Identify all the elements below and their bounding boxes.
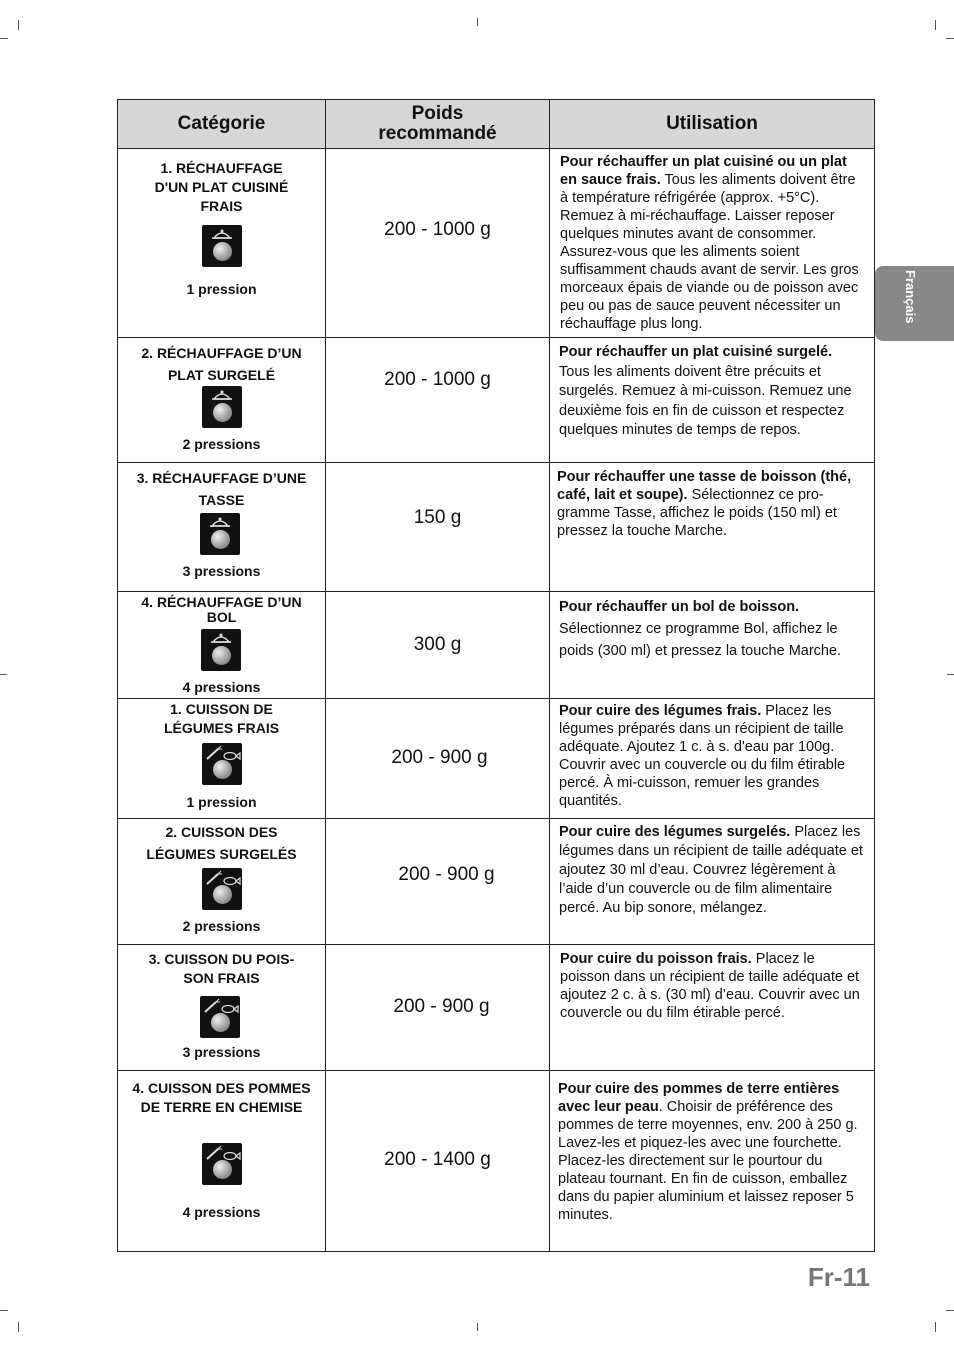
- knob: [213, 1160, 232, 1179]
- vegetable-fish-icon[interactable]: [202, 868, 242, 910]
- vegetable-fish-icon[interactable]: [202, 743, 242, 785]
- program-title: 2. RÉCHAUFFAGE D’UN PLAT SURGELÉ: [141, 345, 302, 383]
- recommended-weight: 200 - 900 g: [393, 996, 490, 1017]
- usage-heading: Pour cuire des légumes frais.: [559, 703, 762, 719]
- weight-cell: [326, 819, 550, 944]
- usage-cell: [550, 819, 874, 944]
- recommended-weight: 200 - 1400 g: [384, 1149, 491, 1170]
- crop-mark: [0, 674, 7, 675]
- press-count: 4 pressions: [182, 1204, 261, 1220]
- press-count: 2 pressions: [182, 918, 261, 934]
- program-title: 3. CUISSON DU POIS-SON FRAIS: [148, 951, 295, 986]
- usage-text: [559, 343, 866, 441]
- knob: [211, 530, 230, 549]
- usage-cell: [550, 945, 874, 1070]
- category-cell: [118, 463, 326, 591]
- recommended-weight: 300 g: [413, 634, 462, 655]
- page-number: Fr-11: [807, 1262, 870, 1292]
- recommended-weight: 200 - 900 g: [391, 747, 488, 768]
- usage-body: . Choisir de préférence des pommes de terre moyennes, env. 200 à 250 g. Lavez-les et piquez-les avec une fourchette. Placez-les directement sur le pourtour du plateau tournant. En fin de cuisson, emballez dans du papier aluminium et laissez reposer 5 minutes.: [558, 1099, 858, 1223]
- usage-heading: Pour cuire des pommes de terre entières avec leur peau: [558, 1081, 840, 1115]
- crop-mark: [947, 674, 954, 675]
- usage-cell: [550, 1071, 874, 1251]
- header-usage: [550, 100, 874, 148]
- usage-body: Sélectionnez ce pro-gramme Tasse, affichez le poids (150 ml) et pressez la touche Marche.: [557, 487, 837, 539]
- recommended-weight: 200 - 900 g: [398, 864, 495, 885]
- category-cell: [118, 699, 326, 818]
- usage-body: Tous les aliments doivent être précuits et surgelés. Remuez à mi-cuisson. Remuez une deuxième fois en fin de cuisson et respectez quelques minutes de temps de repos.: [559, 363, 852, 438]
- usage-cell: [550, 149, 874, 337]
- vegetable-fish-icon[interactable]: [202, 1143, 242, 1185]
- press-count: 4 pressions: [182, 679, 261, 695]
- usage-body: Placez les légumes dans un récipient de taille adéquate et ajoutez 30 ml d’eau. Couvrez légèrement à l’aide d’un couvercle ou de film alimentaire percé. Au bip sonore, mélangez.: [559, 824, 863, 916]
- reheat-dish-icon[interactable]: [202, 225, 242, 267]
- knob: [213, 242, 232, 261]
- table-row: [118, 149, 874, 338]
- vegetable-fish-icon[interactable]: [200, 996, 240, 1038]
- table-header: [118, 100, 874, 149]
- recommended-weight: 150 g: [413, 507, 462, 528]
- usage-cell: [550, 592, 874, 698]
- crop-mark: [18, 1322, 19, 1332]
- weight-cell: [326, 699, 550, 818]
- usage-body: Placez le poisson dans un récipient de taille adéquate et ajoutez 2 c. à s. (30 ml) d’eau. Couvrir avec un couvercle ou du film étirable percé.: [560, 951, 860, 1021]
- category-cell: [118, 592, 326, 698]
- crop-mark: [477, 1323, 478, 1331]
- program-title: 1. RÉCHAUFFAGE D'UN PLAT CUISINÉ FRAIS: [154, 160, 289, 214]
- program-title: 2. CUISSON DES LÉGUMES SURGELÉS: [146, 824, 297, 862]
- category-cell: [118, 1071, 326, 1251]
- usage-body: Sélectionnez ce programme Bol, affichez le poids (300 ml) et pressez la touche Marche.: [559, 621, 842, 659]
- usage-heading: Pour réchauffer un bol de boisson.: [559, 599, 800, 615]
- usage-text: [559, 823, 866, 918]
- program-title: 3. RÉCHAUFFAGE D’UNE TASSE: [136, 470, 307, 508]
- category-cell: [118, 149, 326, 337]
- usage-cell: [550, 338, 874, 462]
- table-row: [118, 1071, 874, 1251]
- weight-cell: [326, 463, 550, 591]
- recommended-weight: 200 - 1000 g: [384, 369, 491, 390]
- weight-cell: [326, 1071, 550, 1251]
- weight-cell: [326, 945, 550, 1070]
- crop-mark: [935, 1322, 936, 1332]
- language-tab-label: Français: [903, 270, 918, 324]
- usage-cell: [550, 699, 874, 818]
- usage-text: [558, 1080, 868, 1224]
- usage-text: [559, 702, 866, 810]
- crop-mark: [0, 38, 8, 39]
- knob: [211, 1013, 230, 1032]
- usage-heading: Pour réchauffer un plat cuisiné ou un plat en sauce frais.: [560, 154, 847, 188]
- press-count: 1 pression: [186, 281, 257, 297]
- press-count: 2 pressions: [182, 436, 261, 452]
- usage-body: Tous les aliments doivent être à température réfrigérée (approx. +5°C). Remuez à mi-réchauffage. Laisser reposer quelques minutes avant de consommer. Assurez-vous que les aliments soient suffisamment chauds avant de servir. Les gros morceaux épais de viande ou de poisson avec peu ou pas de sauce peuvent nécessiter un réchauffage plus long.: [560, 172, 859, 332]
- header-category: [118, 100, 326, 148]
- category-cell: [118, 338, 326, 462]
- category-cell: [118, 819, 326, 944]
- weight-cell: [326, 592, 550, 698]
- header-weight: [326, 100, 550, 148]
- reheat-dish-icon[interactable]: [201, 629, 241, 671]
- recommended-weight: 200 - 1000 g: [384, 219, 491, 240]
- usage-body: Placez les légumes préparés dans un récipient de taille adéquate. Ajoutez 1 c. à s. d'eau par 100g. Couvrir avec un couvercle ou du film étirable percé. À mi-cuisson, remuer les grandes quantités.: [559, 703, 846, 809]
- press-count: 3 pressions: [182, 1044, 261, 1060]
- table-row: [118, 699, 874, 819]
- crop-mark: [946, 1310, 954, 1311]
- usage-heading: Pour réchauffer un plat cuisiné surgelé.: [559, 344, 833, 360]
- table-row: [118, 592, 874, 699]
- weight-cell: [326, 338, 550, 462]
- table-row: [118, 338, 874, 463]
- usage-text: [560, 950, 866, 1022]
- cooking-programs-table: [117, 99, 875, 1252]
- knob: [213, 760, 232, 779]
- usage-heading: Pour réchauffer une tasse de boisson (thé, café, lait et soupe).: [557, 469, 852, 503]
- crop-mark: [0, 1310, 8, 1311]
- header-category-label: Catégorie: [177, 113, 266, 134]
- usage-cell: [550, 463, 874, 591]
- program-title: 4. CUISSON DES POMMES DE TERRE EN CHEMISE: [132, 1080, 311, 1115]
- reheat-dish-icon[interactable]: [200, 513, 240, 555]
- crop-mark: [946, 38, 954, 39]
- language-tab: [875, 266, 954, 341]
- crop-mark: [935, 20, 936, 30]
- program-title: 4. RÉCHAUFFAGE D’UN BOL: [141, 594, 302, 625]
- press-count: 1 pression: [186, 794, 257, 810]
- crop-mark: [477, 18, 478, 26]
- usage-text: [557, 468, 866, 540]
- usage-heading: Pour cuire du poisson frais.: [560, 951, 752, 967]
- usage-text: [559, 596, 866, 662]
- header-weight-label: Poids recommandé: [378, 103, 497, 144]
- knob: [213, 403, 232, 422]
- knob: [213, 885, 232, 904]
- crop-mark: [18, 20, 19, 30]
- header-usage-label: Utilisation: [666, 113, 758, 134]
- table-row: [118, 945, 874, 1071]
- category-cell: [118, 945, 326, 1070]
- table-row: [118, 463, 874, 592]
- weight-cell: [326, 149, 550, 337]
- press-count: 3 pressions: [182, 563, 261, 579]
- reheat-dish-icon[interactable]: [202, 386, 242, 428]
- usage-heading: Pour cuire des légumes surgelés.: [559, 824, 791, 840]
- usage-text: [560, 153, 862, 333]
- program-title: 1. CUISSON DE LÉGUMES FRAIS: [163, 701, 280, 736]
- table-row: [118, 819, 874, 945]
- knob: [212, 646, 231, 665]
